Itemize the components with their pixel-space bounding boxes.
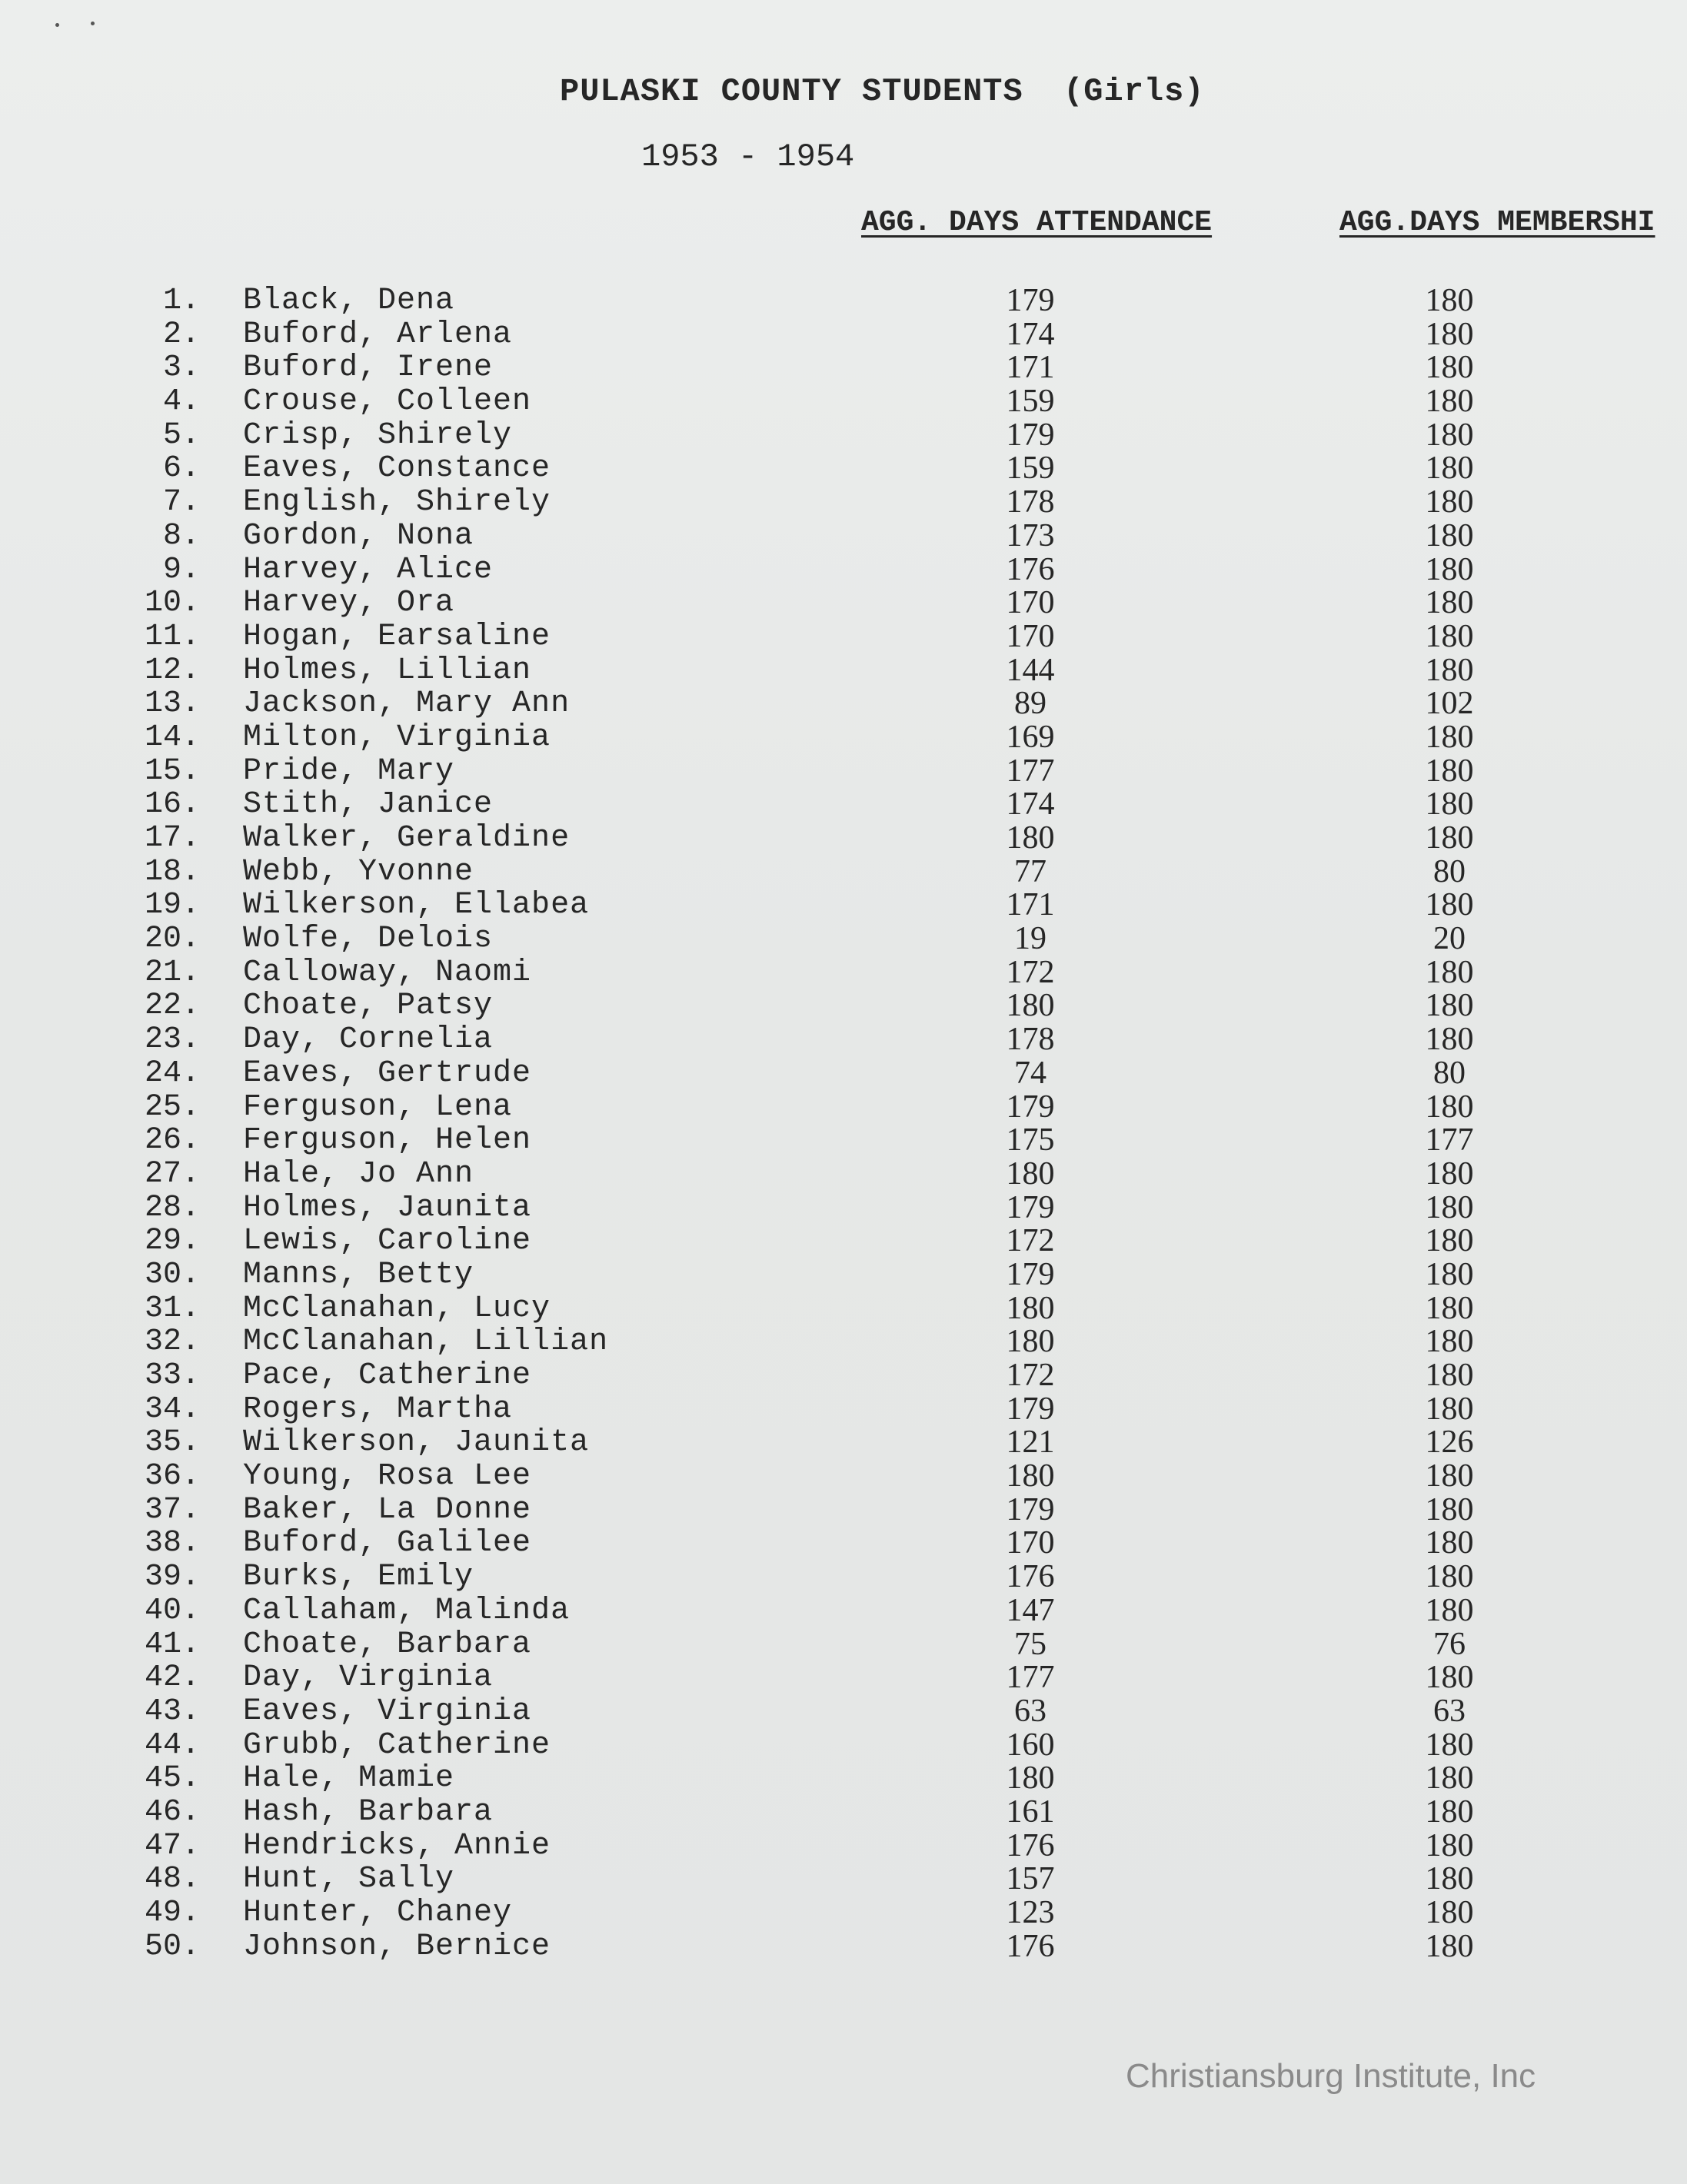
table-row bbox=[0, 1091, 1687, 1125]
student-name: Day, Cornelia bbox=[243, 1022, 494, 1058]
membership-days: 180 bbox=[1425, 1660, 1474, 1696]
row-number: 34. bbox=[144, 1391, 200, 1427]
membership-days: 102 bbox=[1425, 686, 1474, 722]
membership-days: 180 bbox=[1425, 1727, 1474, 1763]
row-number: 10. bbox=[144, 586, 200, 621]
table-row bbox=[0, 1491, 1687, 1527]
attendance-days: 180 bbox=[1006, 1290, 1055, 1326]
membership-days: 180 bbox=[1425, 1256, 1474, 1292]
attendance-days: 180 bbox=[1006, 1760, 1055, 1797]
row-number: 21. bbox=[144, 955, 200, 990]
row-number: 50. bbox=[144, 1929, 200, 1964]
membership-days: 180 bbox=[1425, 484, 1474, 520]
membership-days: 180 bbox=[1425, 1928, 1474, 1964]
attendance-days: 177 bbox=[1006, 753, 1055, 789]
table-row bbox=[0, 1124, 1687, 1158]
attendance-days: 172 bbox=[1006, 1223, 1055, 1259]
membership-days: 180 bbox=[1425, 1559, 1474, 1595]
membership-days: 180 bbox=[1425, 1089, 1474, 1125]
student-name: McClanahan, Lillian bbox=[243, 1325, 609, 1360]
membership-days: 180 bbox=[1425, 753, 1474, 789]
attendance-days: 180 bbox=[1006, 1155, 1055, 1192]
membership-days: 180 bbox=[1425, 384, 1474, 420]
table-row bbox=[0, 1023, 1687, 1057]
row-number: 17. bbox=[144, 821, 200, 856]
membership-days: 180 bbox=[1425, 1592, 1474, 1628]
table-row bbox=[0, 1460, 1687, 1494]
table-row bbox=[0, 1930, 1687, 1964]
student-name: Pace, Catherine bbox=[243, 1358, 532, 1393]
student-name: Walker, Geraldine bbox=[243, 821, 571, 856]
table-row bbox=[0, 1426, 1687, 1460]
row-number: 3. bbox=[162, 351, 200, 386]
attendance-days: 159 bbox=[1006, 384, 1055, 420]
membership-days: 180 bbox=[1425, 450, 1474, 487]
student-name: Hunter, Chaney bbox=[243, 1896, 513, 1930]
table-row bbox=[0, 1527, 1687, 1561]
student-name: Buford, Galilee bbox=[243, 1526, 532, 1561]
table-row bbox=[0, 452, 1687, 486]
table-row bbox=[0, 1292, 1687, 1326]
student-list bbox=[0, 284, 1687, 1963]
table-row bbox=[0, 721, 1687, 755]
membership-days: 180 bbox=[1425, 1391, 1474, 1427]
attendance-days: 89 bbox=[1014, 686, 1046, 722]
table-row bbox=[0, 419, 1687, 453]
row-number: 45. bbox=[144, 1761, 200, 1797]
table-row bbox=[0, 922, 1687, 956]
membership-days: 180 bbox=[1425, 887, 1474, 923]
attendance-days: 63 bbox=[1014, 1693, 1046, 1729]
row-number: 38. bbox=[144, 1526, 200, 1561]
table-row bbox=[0, 1225, 1687, 1258]
row-number: 33. bbox=[144, 1358, 200, 1393]
attendance-days: 179 bbox=[1006, 283, 1055, 318]
attendance-days: 171 bbox=[1006, 887, 1055, 923]
attendance-days: 176 bbox=[1006, 551, 1055, 587]
table-row bbox=[0, 517, 1687, 553]
student-name: Holmes, Lillian bbox=[243, 653, 532, 688]
membership-days: 180 bbox=[1425, 1358, 1474, 1393]
row-number: 26. bbox=[144, 1123, 200, 1158]
membership-days: 180 bbox=[1425, 820, 1474, 856]
column-header-membership: AGG.DAYS MEMBERSHI bbox=[1339, 206, 1655, 239]
row-number: 47. bbox=[144, 1828, 200, 1863]
membership-days: 180 bbox=[1425, 1793, 1474, 1830]
membership-days: 180 bbox=[1425, 719, 1474, 755]
attendance-days: 171 bbox=[1006, 350, 1055, 386]
document-year: 1953 - 1954 bbox=[641, 138, 855, 175]
attendance-days: 147 bbox=[1006, 1592, 1055, 1628]
row-number: 41. bbox=[144, 1627, 200, 1662]
membership-days: 180 bbox=[1425, 350, 1474, 386]
student-name: Pride, Mary bbox=[243, 753, 455, 789]
table-row bbox=[0, 553, 1687, 587]
table-row bbox=[0, 788, 1687, 822]
membership-days: 180 bbox=[1425, 954, 1474, 990]
attendance-days: 174 bbox=[1006, 316, 1055, 352]
membership-days: 76 bbox=[1433, 1626, 1466, 1662]
row-number: 43. bbox=[144, 1694, 200, 1729]
membership-days: 180 bbox=[1425, 316, 1474, 352]
student-name: Hash, Barbara bbox=[243, 1794, 494, 1830]
student-name: Hendricks, Annie bbox=[243, 1828, 551, 1863]
student-name: Eaves, Virginia bbox=[243, 1694, 532, 1729]
student-name: Eaves, Constance bbox=[243, 451, 551, 487]
row-number: 16. bbox=[144, 787, 200, 823]
membership-days: 180 bbox=[1425, 1324, 1474, 1360]
membership-days: 180 bbox=[1425, 517, 1474, 553]
table-row bbox=[0, 1155, 1687, 1192]
attendance-days: 179 bbox=[1006, 417, 1055, 453]
student-name: Wolfe, Delois bbox=[243, 922, 494, 957]
membership-days: 180 bbox=[1425, 1895, 1474, 1930]
table-row bbox=[0, 1729, 1687, 1763]
membership-days: 180 bbox=[1425, 618, 1474, 654]
membership-days: 180 bbox=[1425, 585, 1474, 621]
table-row bbox=[0, 284, 1687, 318]
table-row bbox=[0, 587, 1687, 620]
row-number: 7. bbox=[162, 485, 200, 520]
student-name: Milton, Virginia bbox=[243, 720, 551, 755]
attendance-days: 180 bbox=[1006, 820, 1055, 856]
row-number: 22. bbox=[144, 989, 200, 1024]
row-number: 19. bbox=[144, 888, 200, 923]
attendance-days: 179 bbox=[1006, 1491, 1055, 1527]
table-row bbox=[0, 853, 1687, 889]
attendance-days: 77 bbox=[1014, 853, 1046, 889]
table-row bbox=[0, 889, 1687, 922]
row-number: 15. bbox=[144, 753, 200, 789]
row-number: 1. bbox=[162, 284, 200, 318]
document-title: PULASKI COUNTY STUDENTS (Girls) bbox=[560, 73, 1205, 110]
attendance-days: 178 bbox=[1006, 1022, 1055, 1058]
membership-days: 180 bbox=[1425, 1491, 1474, 1527]
table-row bbox=[0, 687, 1687, 721]
attendance-days: 159 bbox=[1006, 450, 1055, 487]
table-row bbox=[0, 822, 1687, 856]
row-number: 40. bbox=[144, 1593, 200, 1628]
student-name: Day, Virginia bbox=[243, 1660, 494, 1696]
attendance-days: 175 bbox=[1006, 1122, 1055, 1158]
table-row bbox=[0, 956, 1687, 990]
attendance-days: 176 bbox=[1006, 1559, 1055, 1595]
attendance-days: 174 bbox=[1006, 786, 1055, 823]
attendance-days: 157 bbox=[1006, 1861, 1055, 1897]
row-number: 42. bbox=[144, 1660, 200, 1696]
table-row bbox=[0, 1189, 1687, 1225]
student-name: English, Shirely bbox=[243, 485, 551, 520]
student-name: Crisp, Shirely bbox=[243, 417, 513, 453]
attendance-days: 177 bbox=[1006, 1660, 1055, 1696]
membership-days: 80 bbox=[1433, 1055, 1466, 1091]
table-row bbox=[0, 989, 1687, 1023]
student-name: Burks, Emily bbox=[243, 1560, 474, 1595]
student-name: Harvey, Ora bbox=[243, 586, 455, 621]
student-name: Calloway, Naomi bbox=[243, 955, 532, 990]
membership-days: 180 bbox=[1425, 1861, 1474, 1897]
student-name: Baker, La Donne bbox=[243, 1492, 532, 1527]
table-row bbox=[0, 1561, 1687, 1594]
table-row bbox=[0, 654, 1687, 688]
student-name: Ferguson, Lena bbox=[243, 1089, 513, 1125]
student-name: Buford, Irene bbox=[243, 351, 494, 386]
row-number: 49. bbox=[144, 1896, 200, 1930]
membership-days: 180 bbox=[1425, 1290, 1474, 1326]
row-number: 9. bbox=[162, 552, 200, 587]
student-name: Choate, Patsy bbox=[243, 989, 494, 1024]
membership-days: 180 bbox=[1425, 417, 1474, 453]
student-name: Buford, Arlena bbox=[243, 317, 513, 352]
table-row bbox=[0, 1359, 1687, 1393]
table-row bbox=[0, 1661, 1687, 1695]
student-name: Young, Rosa Lee bbox=[243, 1459, 532, 1494]
student-name: Hale, Mamie bbox=[243, 1761, 455, 1797]
table-row bbox=[0, 1393, 1687, 1427]
table-row bbox=[0, 486, 1687, 520]
membership-days: 180 bbox=[1425, 1827, 1474, 1863]
row-number: 2. bbox=[162, 317, 200, 352]
student-name: Crouse, Colleen bbox=[243, 384, 532, 420]
row-number: 24. bbox=[144, 1055, 200, 1091]
row-number: 6. bbox=[162, 451, 200, 487]
row-number: 46. bbox=[144, 1794, 200, 1830]
membership-days: 180 bbox=[1425, 1022, 1474, 1058]
student-name: Holmes, Jaunita bbox=[243, 1190, 532, 1225]
student-name: Grubb, Catherine bbox=[243, 1727, 551, 1763]
row-number: 23. bbox=[144, 1022, 200, 1058]
student-name: Stith, Janice bbox=[243, 787, 494, 823]
table-row bbox=[0, 1863, 1687, 1896]
row-number: 37. bbox=[144, 1492, 200, 1527]
attendance-days: 170 bbox=[1006, 1525, 1055, 1561]
row-number: 28. bbox=[144, 1190, 200, 1225]
membership-days: 180 bbox=[1425, 283, 1474, 318]
student-name: Ferguson, Helen bbox=[243, 1123, 532, 1158]
row-number: 31. bbox=[144, 1291, 200, 1326]
speck bbox=[91, 22, 95, 25]
row-number: 36. bbox=[144, 1459, 200, 1494]
attendance-days: 19 bbox=[1014, 921, 1046, 957]
row-number: 18. bbox=[144, 854, 200, 889]
row-number: 30. bbox=[144, 1257, 200, 1292]
attendance-days: 176 bbox=[1006, 1928, 1055, 1964]
attendance-days: 144 bbox=[1006, 652, 1055, 688]
row-number: 11. bbox=[144, 619, 200, 654]
table-row bbox=[0, 1695, 1687, 1729]
row-number: 35. bbox=[144, 1425, 200, 1461]
attendance-days: 172 bbox=[1006, 954, 1055, 990]
attendance-days: 178 bbox=[1006, 484, 1055, 520]
row-number: 44. bbox=[144, 1727, 200, 1763]
student-name: Manns, Betty bbox=[243, 1257, 474, 1292]
membership-days: 63 bbox=[1433, 1693, 1466, 1729]
attendance-days: 169 bbox=[1006, 719, 1055, 755]
row-number: 12. bbox=[144, 653, 200, 688]
attendance-days: 161 bbox=[1006, 1793, 1055, 1830]
student-name: McClanahan, Lucy bbox=[243, 1291, 551, 1326]
student-name: Webb, Yvonne bbox=[243, 854, 474, 889]
table-row bbox=[0, 620, 1687, 654]
student-name: Jackson, Mary Ann bbox=[243, 686, 571, 722]
attendance-days: 176 bbox=[1006, 1827, 1055, 1863]
column-header-attendance: AGG. DAYS ATTENDANCE bbox=[861, 206, 1213, 239]
row-number: 14. bbox=[144, 720, 200, 755]
student-name: Wilkerson, Jaunita bbox=[243, 1425, 590, 1461]
student-name: Wilkerson, Ellabea bbox=[243, 888, 590, 923]
student-name: Hunt, Sally bbox=[243, 1862, 455, 1897]
student-name: Rogers, Martha bbox=[243, 1391, 513, 1427]
row-number: 39. bbox=[144, 1560, 200, 1595]
membership-days: 177 bbox=[1425, 1122, 1474, 1158]
student-name: Hale, Jo Ann bbox=[243, 1156, 474, 1192]
membership-days: 20 bbox=[1433, 921, 1466, 957]
student-name: Choate, Barbara bbox=[243, 1627, 532, 1662]
student-name: Hogan, Earsaline bbox=[243, 619, 551, 654]
row-number: 32. bbox=[144, 1325, 200, 1360]
attendance-days: 180 bbox=[1006, 988, 1055, 1024]
attendance-days: 179 bbox=[1006, 1391, 1055, 1427]
attendance-days: 75 bbox=[1014, 1626, 1046, 1662]
membership-days: 180 bbox=[1425, 551, 1474, 587]
attendance-days: 179 bbox=[1006, 1256, 1055, 1292]
student-name: Harvey, Alice bbox=[243, 552, 494, 587]
table-row bbox=[0, 385, 1687, 419]
membership-days: 180 bbox=[1425, 1189, 1474, 1225]
table-row bbox=[0, 318, 1687, 352]
table-row bbox=[0, 1762, 1687, 1796]
row-number: 27. bbox=[144, 1156, 200, 1192]
student-name: Callaham, Malinda bbox=[243, 1593, 571, 1628]
student-name: Eaves, Gertrude bbox=[243, 1055, 532, 1091]
watermark-text: Christiansburg Institute, Inc bbox=[1126, 2057, 1536, 2095]
table-row bbox=[0, 1793, 1687, 1830]
attendance-days: 179 bbox=[1006, 1089, 1055, 1125]
row-number: 29. bbox=[144, 1224, 200, 1259]
membership-days: 180 bbox=[1425, 1458, 1474, 1494]
table-row bbox=[0, 1896, 1687, 1930]
attendance-days: 170 bbox=[1006, 618, 1055, 654]
row-number: 5. bbox=[162, 417, 200, 453]
membership-days: 180 bbox=[1425, 1760, 1474, 1797]
attendance-days: 170 bbox=[1006, 585, 1055, 621]
student-name: Black, Dena bbox=[243, 284, 455, 318]
attendance-days: 160 bbox=[1006, 1727, 1055, 1763]
row-number: 20. bbox=[144, 922, 200, 957]
attendance-days: 173 bbox=[1006, 517, 1055, 553]
table-row bbox=[0, 1258, 1687, 1292]
attendance-days: 123 bbox=[1006, 1895, 1055, 1930]
membership-days: 180 bbox=[1425, 988, 1474, 1024]
row-number: 8. bbox=[162, 518, 200, 553]
row-number: 48. bbox=[144, 1862, 200, 1897]
membership-days: 180 bbox=[1425, 786, 1474, 823]
speck bbox=[55, 23, 59, 27]
row-number: 25. bbox=[144, 1089, 200, 1125]
table-row bbox=[0, 1628, 1687, 1662]
attendance-days: 74 bbox=[1014, 1055, 1046, 1091]
student-name: Johnson, Bernice bbox=[243, 1929, 551, 1964]
table-row bbox=[0, 755, 1687, 789]
attendance-days: 172 bbox=[1006, 1358, 1055, 1393]
attendance-days: 180 bbox=[1006, 1458, 1055, 1494]
attendance-days: 179 bbox=[1006, 1189, 1055, 1225]
row-number: 13. bbox=[144, 686, 200, 722]
attendance-days: 180 bbox=[1006, 1324, 1055, 1360]
row-number: 4. bbox=[162, 384, 200, 420]
membership-days: 180 bbox=[1425, 652, 1474, 688]
table-row bbox=[0, 351, 1687, 385]
table-row bbox=[0, 1325, 1687, 1359]
membership-days: 126 bbox=[1425, 1424, 1474, 1461]
student-name: Gordon, Nona bbox=[243, 518, 474, 553]
membership-days: 180 bbox=[1425, 1223, 1474, 1259]
table-row bbox=[0, 1827, 1687, 1863]
membership-days: 180 bbox=[1425, 1155, 1474, 1192]
table-row bbox=[0, 1594, 1687, 1628]
membership-days: 180 bbox=[1425, 1525, 1474, 1561]
student-name: Lewis, Caroline bbox=[243, 1224, 532, 1259]
attendance-days: 121 bbox=[1006, 1424, 1055, 1461]
table-row bbox=[0, 1057, 1687, 1091]
membership-days: 80 bbox=[1433, 853, 1466, 889]
